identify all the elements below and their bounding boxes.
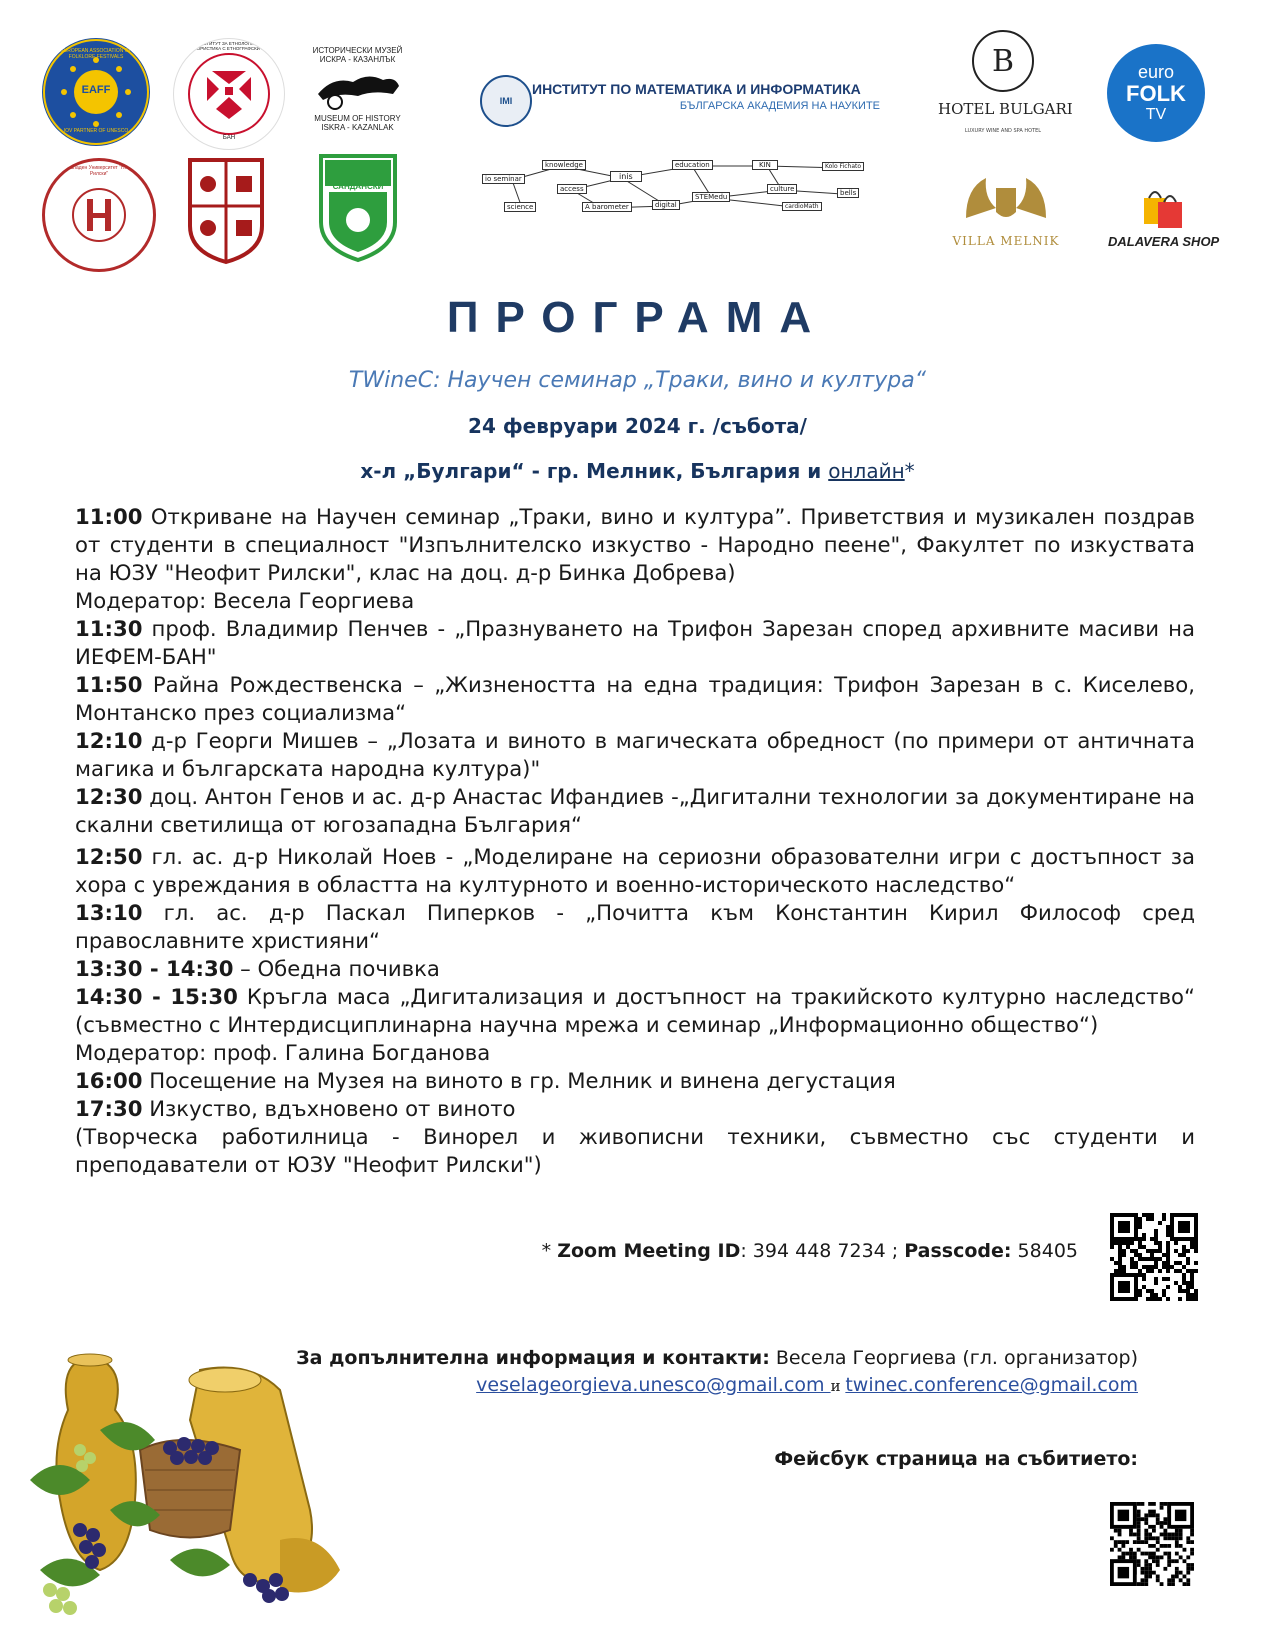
facebook-qr-code[interactable] xyxy=(1110,1502,1194,1586)
villa-name: VILLA MELNIK xyxy=(952,234,1060,248)
eaff-top-label: EUROPEAN ASSOCIATION OF FOLKLORE FESTIVALS xyxy=(60,48,132,60)
eurofolk-line1: euro xyxy=(1137,62,1175,82)
program-text: Модератор: Весела Георгиева xyxy=(75,588,415,613)
villa-melnik-logo xyxy=(950,168,1062,256)
program-text: Модератор: проф. Галина Богданова xyxy=(75,1040,491,1065)
program-item xyxy=(75,783,1195,839)
node-knowledge: knowledge xyxy=(542,160,586,170)
program-time: 13:30 - 14:30 xyxy=(75,956,234,981)
swu-ring-text: Югозападен Университет "Неофит Рилски" xyxy=(58,165,140,177)
node-digital: digital xyxy=(652,200,680,210)
program-time: 12:50 xyxy=(75,844,143,869)
program-text: доц. Антон Генов и ас. д-р Анастас Ифандиев -„Дигитални технологии за документиране на скални светилища от югозападна България“ xyxy=(75,784,1195,837)
eaff-bottom-label: IOV PARTNER OF UNESCO xyxy=(63,128,129,134)
hotel-name: HOTEL BULGARI xyxy=(938,100,1073,118)
iskra-line4: ISKRA - KAZANLAK xyxy=(321,123,394,132)
eaff-center-label: EAFF xyxy=(81,84,111,96)
faculty-arts-shield-logo xyxy=(186,156,266,266)
node-kolo-fichato: Kolo Fichato xyxy=(822,162,864,171)
eurofolk-line2: FOLK xyxy=(1126,81,1186,106)
node-culture: culture xyxy=(767,184,797,194)
node-a-barometer: A barometer xyxy=(582,202,632,212)
iskra-line2: ИСКРА - КАЗАНЛЪК xyxy=(319,55,396,64)
imi-title: ИНСТИТУТ ПО МАТЕМАТИКА И ИНФОРМАТИКА xyxy=(532,81,861,97)
node-inis: inis xyxy=(610,171,642,182)
program-time: 16:00 xyxy=(75,1068,143,1093)
zoom-id-label: Zoom Meeting ID xyxy=(557,1240,741,1262)
program-text: Райна Рождественска – „Жизнеността на една традиция: Трифон Зарезан в с. Киселево, Монтанско през социализма“ xyxy=(75,672,1195,725)
program-text: проф. Владимир Пенчев - „Празнуването на Трифон Зарезан според архивните масиви на ИЕФЕМ-БАН" xyxy=(75,616,1195,669)
contact-info xyxy=(296,1345,1138,1400)
imi-logo xyxy=(480,75,900,125)
node-bells: bells xyxy=(837,188,859,198)
zoom-qr-code[interactable] xyxy=(1110,1213,1198,1301)
hotel-tagline: LUXURY WINE AND SPA HOTEL xyxy=(964,128,1042,134)
zoom-passcode-value: 58405 xyxy=(1011,1240,1078,1262)
node-io-seminar: io seminar xyxy=(482,174,525,184)
program-item xyxy=(75,955,1195,983)
zoom-passcode-label: Passcode: xyxy=(904,1240,1012,1262)
email-joiner: и xyxy=(830,1377,846,1395)
page-title: ПРОГРАМА xyxy=(446,293,829,342)
node-science: science xyxy=(504,202,536,212)
node-education: education xyxy=(672,160,713,170)
program-text: Посещение на Музея на виното в гр. Мелник и винена дегустация xyxy=(142,1068,896,1093)
program-time: 11:50 xyxy=(75,672,143,697)
swu-logo xyxy=(42,158,156,272)
program-text: (Творческа работилница - Винорел и живописни техники, съвместно със студенти и преподаватели от ЮЗУ "Неофит Рилски") xyxy=(75,1124,1195,1177)
contact-person: Весела Георгиева (гл. организатор) xyxy=(769,1347,1138,1369)
eaff-logo xyxy=(42,38,150,146)
program-text: – Обедна почивка xyxy=(233,956,440,981)
hotel-letter: B xyxy=(991,43,1015,79)
online-link[interactable]: онлайн xyxy=(828,459,905,483)
iskra-line1: ИСТОРИЧЕСКИ МУЗЕЙ xyxy=(312,46,403,55)
zoom-info xyxy=(542,1240,1078,1262)
node-access: access xyxy=(557,184,587,194)
node-kin: KIN xyxy=(752,160,778,170)
program-item xyxy=(75,671,1195,727)
hotel-crest-icon xyxy=(972,30,1034,92)
program-item xyxy=(75,615,1195,671)
arts-shield-icon xyxy=(186,156,266,266)
swu-emblem-icon xyxy=(69,185,129,245)
venue-asterisk: * xyxy=(904,459,915,483)
contact-label: За допълнителна информация и контакти: xyxy=(296,1347,770,1369)
sandanski-shield-icon xyxy=(317,152,399,264)
knowledge-network-diagram xyxy=(482,158,894,220)
program-text: Изкуство, вдъхновено от виното xyxy=(142,1096,516,1121)
iefem-emblem-icon xyxy=(174,39,284,149)
program-item xyxy=(75,843,1195,899)
eurofolk-line3: TV xyxy=(1145,106,1167,123)
program-time: 11:30 xyxy=(75,616,143,641)
zoom-prefix: * xyxy=(541,1240,558,1262)
program-item xyxy=(75,1123,1195,1179)
node-cardiomath: cardioMath xyxy=(782,202,822,211)
program-time: 11:00 xyxy=(75,504,143,529)
dalavera-name: DALAVERA SHOP xyxy=(1108,234,1220,249)
program-item xyxy=(75,1067,1195,1095)
program-text: гл. ас. д-р Николай Ноев - „Моделиране на сериозни образователни игри с достъпност за хора с увреждания в областта на културното и военно-историческото наследство“ xyxy=(75,844,1195,897)
eurofolk-tv-logo xyxy=(1107,44,1205,142)
chariot-icon xyxy=(313,64,403,110)
program-item xyxy=(75,503,1195,587)
event-venue xyxy=(0,459,1275,483)
program-item xyxy=(75,727,1195,783)
program-time: 14:30 - 15:30 xyxy=(75,984,238,1009)
program-time: 13:10 xyxy=(75,900,143,925)
program-item xyxy=(75,587,1195,615)
iskra-museum-logo xyxy=(300,46,415,146)
program-time: 12:10 xyxy=(75,728,143,753)
email-link-twinec[interactable]: twinec.conference@gmail.com xyxy=(845,1374,1138,1396)
event-date: 24 февруари 2024 г. /събота/ xyxy=(468,414,807,438)
program-text: Кръгла маса „Дигитализация и достъпност на тракийското културно наследство“ (съвместно с Интердисциплинарна научна мрежа и семинар „Информационно общество“) xyxy=(75,984,1195,1037)
program-item xyxy=(75,1039,1195,1067)
iskra-line3: MUSEUM OF HISTORY xyxy=(314,114,401,123)
hotel-bulgari-logo xyxy=(938,30,1073,138)
program-time: 17:30 xyxy=(75,1096,143,1121)
sandanski-logo xyxy=(317,152,399,264)
program-text: гл. ас. д-р Паскал Пиперков - „Почитта към Константин Кирил Философ сред православните християни“ xyxy=(75,900,1195,953)
imi-triangle-icon xyxy=(480,75,532,127)
griffins-crest-icon xyxy=(956,168,1056,230)
node-stemedu: STEMedu xyxy=(692,192,730,202)
iefem-logo xyxy=(173,38,285,150)
wine-grapes-illustration xyxy=(20,1330,350,1630)
sandanski-label: САНДАНСКИ xyxy=(332,182,384,191)
program-text: Откриване на Научен семинар „Траки, вино и култура”. Приветствия и музикален поздрав от студенти в специалност "Изпълнителско изкуство - Народно пеене", Факултет по изкуствата на ЮЗУ "Неофит Рилски", клас на доц. д-р Бинка Добрева) xyxy=(75,504,1195,585)
iefem-ring-text: ИНСТИТУТ ЗА ЕТНОЛОГИЯ И ФОЛКЛОРИСТИКА С ЕТНОГРАФСКИ МУЗЕЙ xyxy=(181,41,277,51)
shopping-bags-icon xyxy=(1140,186,1186,230)
program-item xyxy=(75,1095,1195,1123)
imi-subtitle: БЪЛГАРСКА АКАДЕМИЯ НА НАУКИТЕ xyxy=(679,100,880,112)
venue-text: х-л „Булгари“ - гр. Мелник, България и xyxy=(360,459,829,483)
program-item xyxy=(75,983,1195,1039)
dalavera-shop-logo xyxy=(1108,186,1218,256)
program-list xyxy=(75,503,1195,1179)
program-item xyxy=(75,899,1195,955)
program-time: 12:30 xyxy=(75,784,143,809)
imi-badge: IMI xyxy=(499,96,513,106)
program-text: д-р Георги Мишев – „Лозата и виното в магическата обредност (по примери от античната магика и българската народна култура)" xyxy=(75,728,1195,781)
facebook-label: Фейсбук страница на събитието: xyxy=(774,1448,1138,1470)
seminar-subtitle: TWineC: Научен семинар „Траки, вино и култура“ xyxy=(348,368,927,393)
zoom-id-value: : 394 448 7234 ; xyxy=(740,1240,905,1262)
email-link-unesco[interactable]: veselageorgieva.unesco@gmail.com xyxy=(476,1374,831,1396)
iefem-bottom-label: БАН xyxy=(222,135,236,141)
